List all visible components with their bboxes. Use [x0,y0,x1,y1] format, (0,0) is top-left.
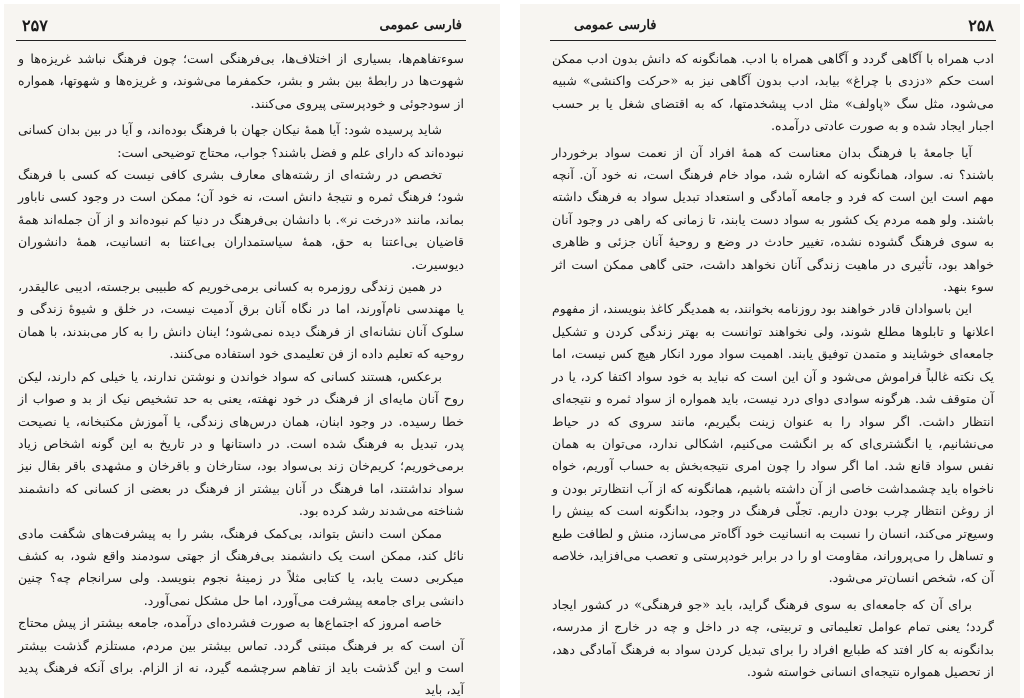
paragraph: شاید پرسیده شود: آیا همهٔ نیکان جهان با فرهنگ بوده‌اند، و آیا در بین بدان کسانی نبوده‌اند که دارای علم و فضل باشند؟ جواب، محتاج توضیحی است: [18,122,464,160]
left-page-body [18,48,464,698]
book-gutter [500,0,520,698]
paragraph: خاصه امروز که اجتماع‌ها به صورت فشرده‌ای درآمده، جامعه بیشتر از پیش محتاج آن است که بر فرهنگ مبتنی گردد. تماس بیشتر بین مردم، مستلزم گذشت بیشتر است و این گذشت باید از تفاهم سرچشمه گیرد، نه از الزام. برای آنکه فرهنگ پدید آید، باید [18,615,464,698]
paragraph: ادب همراه با آگاهی گردد و آگاهی همراه با ادب. همانگونه که دانش بدون ادب ممکن است حکم «دزدی با چراغ» بیابد، ادب بدون آگاهی نیز به «حرکت واکنشی» شبیه می‌شود، مثل سگ «پاولف» مثل ادب پیشخدمتها، که به اقتضای شغل یا بر حسب اجبار ایجاد شده و به صورت عادتی درآمده. [552,51,994,134]
right-page-header [550,16,996,36]
paragraph: این باسوادان قادر خواهند بود روزنامه بخوانند، به همدیگر کاغذ بنویسند، از مفهوم اعلانها و تابلوها مطلع شوند، ولی نخواهند توانست به بهتر زندگی کردن و تشکیل جامعه‌ای خوشایند و متمدن توفیق یابند. اهمیت سواد مورد انکار هیچ کس نیست، اما یک نکته غالباً فراموش می‌شود و آن این است که نباید به خود سواد اکتفا کرد، یا در آن متوقف شد. هرگونه سوادی دوای درد نیست، باید همواره از سواد ثمره و نتیجه‌ای انتظار داشت. اگر سواد را به عنوان زینت بگیریم، مانند سروی که در حیاط می‌نشانیم، یا انگشتری‌ای که بر انگشت می‌کنیم، اشکالی ندارد، می‌توان به همان نفس سواد قانع شد. اما اگر سواد را چون امری نتیجه‌بخش به حساب آوریم، خواه ناخواه باید چشمداشت خاصی از آن داشته باشیم، همانگونه که از آب انتظارتر بودن و از روغن انتظار چرب بودن داریم. تجلّی فرهنگ در وجود، بدانگونه است که بینش را وسیع‌تر می‌کند، انسان را نسبت به انسانیت خود آگاه‌تر می‌سازد، منش و لطافت طبع و تساهل را می‌پروراند، مقاومت او را در برابر خودپرستی و تعصب می‌افزاید، خلاصه آن که، شخص انسان‌تر می‌شود. [552,301,994,586]
header-rule [550,40,996,41]
paragraph: برای آن که جامعه‌ای به سوی فرهنگ گراید، باید «جو فرهنگی» در کشور ایجاد گردد؛ یعنی تمام عوامل تعلیماتی و تربیتی، چه در داخل و چه در خارج از مدرسه، بدانگونه به کار افتد که طبایع افراد را برای تبدیل کردن سواد به فرهنگ آمادگی دهد، از تحصیل همواره نتیجه‌ای انسانی خواسته شود. [552,596,994,679]
left-page [4,4,500,698]
paragraph: آیا جامعهٔ با فرهنگ بدان معناست که همهٔ افراد آن از نعمت سواد برخوردار باشند؟ نه. سواد، همانگونه که اشاره شد، مواد خام فرهنگ است، نه خود آن. آنچه مهم است این است که فرد و جامعه آمادگی و استعداد تبدیل سواد به فرهنگ داشته باشند. ولو همه مردم یک کشور به سواد دست یابند، تا زمانی که راهی در وجود آنان به سوی فرهنگ گشوده نشده، تغییر حادث در وضع و روحیهٔ آنان جزئی و ظاهری خواهد بود، تأثیری در ماهیت زندگی آنان نخواهد داشت، حتی گاهی ممکن است اثر سوء بنهد. [552,144,994,295]
paragraph: سوءتفاهم‌ها، بسیاری از اختلاف‌ها، بی‌فرهنگی است؛ چون فرهنگ نباشد غریزه‌ها و شهوت‌ها در رابطهٔ بین بشر و بشر، حکمفرما می‌شوند، و غریزه‌ها و شهوتها، همواره از سودجوئی و خودپرستی پیروی می‌کنند. [18,51,464,111]
header-rule [16,40,466,41]
paragraph: در همین زندگی روزمره به کسانی برمی‌خوریم که طبیبی برجسته، ادیبی عالیقدر، یا مهندسی نام‌آورند، اما در نگاه آنان برق آدمیت نیست، در خلق و شیوهٔ زندگی و سلوک آنان نشانه‌ای از فرهنگ دیده نمی‌شود؛ اینان دانش را به کار می‌بندند، با همان روحیه که تعلیم داده از فن تعلیمدی خود استفاده می‌کنند. [18,279,464,362]
right-page-body [552,48,994,683]
paragraph: تخصص در رشته‌ای از رشته‌های معارف بشری کافی نیست که کسی با فرهنگ شود؛ فرهنگ ثمره و نتیجهٔ دانش است، نه خود آن؛ ممکن است در وجود کسی ناباور بماند، مانند «درخت نر». با دانشان بی‌فرهنگ در دنیا کم نبوده‌اند و از آن جمله‌اند همهٔ قاضیان بی‌اعتنا به حق، همهٔ سیاستمداران بی‌اعتنا به انسانیت، همهٔ دانشوران دیوسیرت. [18,167,464,272]
left-page-header [16,16,466,36]
right-page [520,4,1020,698]
page-number: ۲۵۷ [22,16,48,35]
paragraph: برعکس، هستند کسانی که سواد خواندن و نوشتن ندارند، یا خیلی کم دارند، لیکن روح آنان مایه‌ای از فرهنگ در خود نهفته، یعنی به حد تشخیص نیک از بد و صواب از خطا رسیده. در وجود ابنان، همان درس‌های زندگی، یا آموزش مکتبخانه، یا نصیحت پدر، تبدیل به فرهنگ شده است. در داستانها و در تاریخ به این گونه اشخاص زیاد برمی‌خوریم؛ کریم‌خان زند بی‌سواد بود، ستارخان و باقرخان و مشهدی باقر بقال نیز سواد نداشتند، اما فرهنگ در آنان بیشتر از فرهنگ در بعضی از کسانی که دانشمند شناخته می‌شدند رشد کرده بود. [18,368,464,519]
page-number: ۲۵۸ [968,16,994,35]
paragraph: ممکن است دانش بتواند، بی‌کمک فرهنگ، بشر را به پیشرفت‌های شگفت مادی نائل کند، ممکن است یک دانشمند بی‌فرهنگ از جهتی سودمند واقع شود، به کشف میکربی دست یابد، یا کتابی مثلاً در زمینهٔ نجوم بنویسد. ولی سرانجام چه؟ چنین دانشی برای جامعه پیشرفت می‌آورد، اما حل مشکل نمی‌آورد. [18,525,464,608]
running-title: فارسی عمومی [379,18,462,33]
running-title: فارسی عمومی [574,18,657,33]
